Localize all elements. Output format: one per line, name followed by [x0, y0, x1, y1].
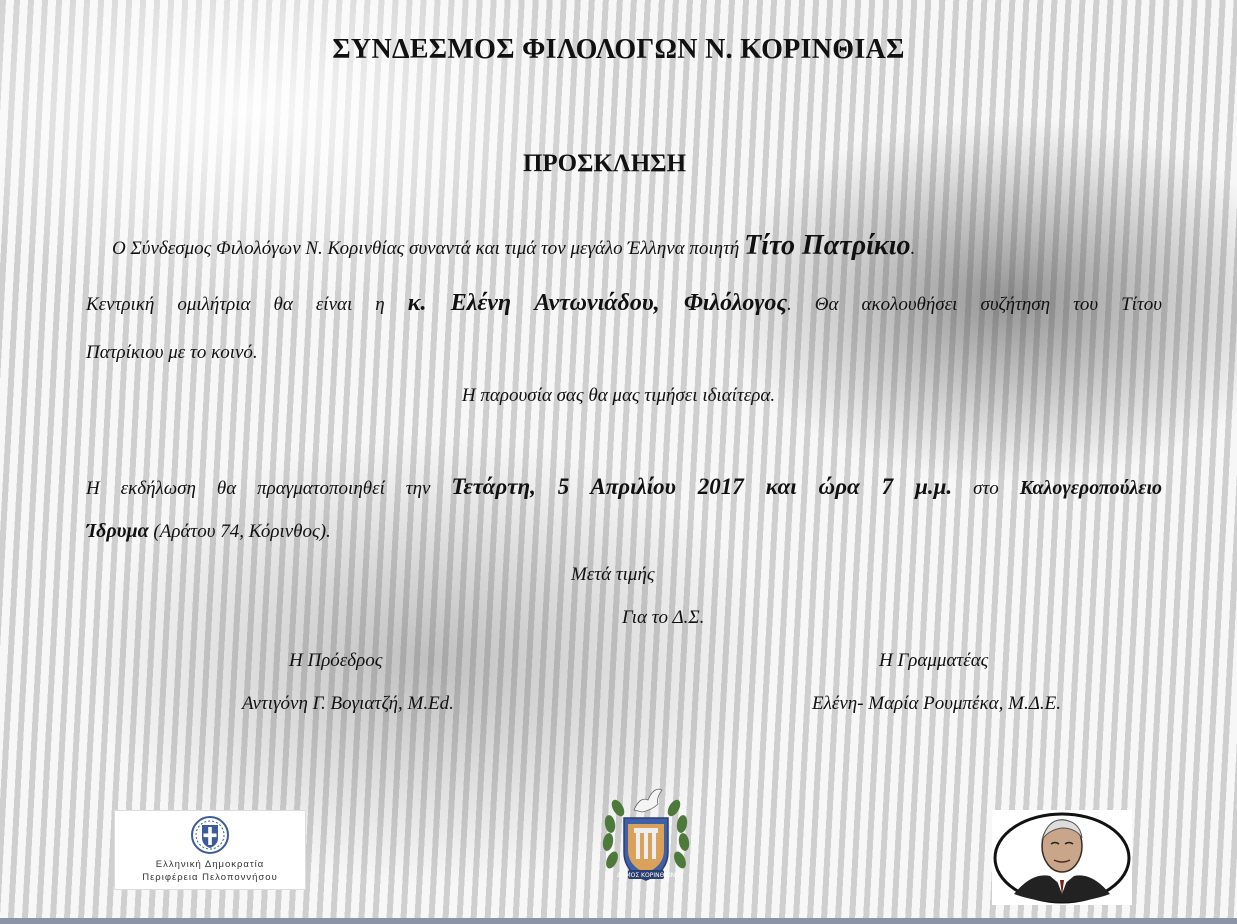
presence-line: Η παρουσία σας θα μας τιμήσει ιδιαίτερα. [461, 385, 776, 406]
region-logo-line-2: Περιφέρεια Πελοποννήσου [142, 872, 278, 883]
event-line-2 [86, 520, 1162, 543]
bottom-border [0, 918, 1237, 924]
venue-name: Καλογεροπούλειο [1019, 477, 1162, 499]
pegasus-icon [634, 789, 662, 812]
secretary-title: Η Γραμματέας [879, 650, 989, 671]
speaker-line-2: Πατρίκιου με το κοινό. [86, 342, 258, 363]
speaker-name: κ. Ελένη Αντωνιάδου, Φιλόλογος [407, 290, 788, 316]
event-intro: Η εκδήλωση θα πραγματοποιηθεί την [86, 478, 452, 499]
region-logo-line-1: Ελληνική Δημοκρατία [155, 859, 265, 870]
honor-text: Ο Σύνδεσμος Φιλολόγων Ν. Κορινθίας συναντά και τιμά τον μεγάλο Έλληνα ποιητή [112, 238, 745, 259]
president-name: Αντιγόνη Γ. Βογιατζή, M.Ed. [242, 693, 454, 714]
event-at: στο [952, 478, 1020, 499]
municipality-label: ΔΗΜΟΣ ΚΟΡΙΝΘΙΩΝ [616, 872, 676, 879]
speaker-intro: Κεντρική ομιλήτρια θα είναι η [86, 294, 408, 315]
paragraph-event [86, 474, 1162, 500]
paragraph-speaker [86, 290, 1162, 317]
honor-end: . [910, 238, 916, 259]
organization-title: ΣΥΝΔΕΣΜΟΣ ΦΙΛΟΛΟΓΩΝ Ν. ΚΟΡΙΝΘΙΑΣ [332, 34, 905, 65]
poet-portrait [992, 810, 1132, 905]
venue-address: (Αράτου 74, Κόρινθος). [148, 521, 331, 542]
secretary-name: Ελένη- Μαρία Ρουμπέκα, Μ.Δ.Ε. [812, 693, 1061, 714]
event-date: Τετάρτη, 5 Απριλίου 2017 και ώρα 7 μ.μ. [451, 474, 953, 499]
paragraph-honor [112, 230, 1188, 262]
poet-name: Τίτο Πατρίκιο [744, 230, 911, 261]
greek-emblem-icon [115, 811, 305, 857]
invitation-title: ΠΡΟΣΚΛΗΣΗ [522, 150, 687, 177]
region-logo [114, 810, 306, 890]
president-title: Η Πρόεδρος [289, 650, 383, 671]
for-board-line: Για το Δ.Σ. [622, 607, 705, 628]
regards-line: Μετά τιμής [571, 564, 655, 585]
speaker-rest: . Θα ακολουθήσει συζήτηση του Τίτου [787, 294, 1162, 315]
portrait-icon [992, 810, 1132, 905]
venue-name-2: Ίδρυμα [86, 520, 149, 542]
municipality-emblem [598, 780, 694, 890]
